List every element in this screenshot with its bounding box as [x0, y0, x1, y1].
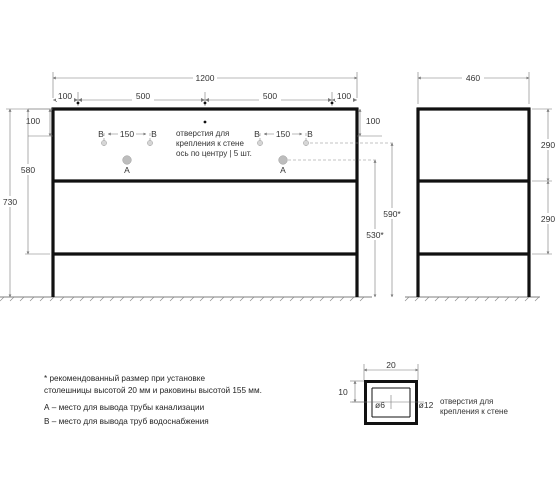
label-a-left: A: [124, 165, 130, 175]
dim-height-530-label: 530*: [366, 230, 384, 240]
side-view: [405, 72, 559, 301]
legend-b: В – место для вывода труб водоснабжения: [44, 417, 209, 426]
dim-width-total-label: 1200: [195, 73, 215, 83]
water-pipe-left-1: [101, 140, 106, 145]
dim-seg-right-mid: 500: [262, 91, 278, 101]
mount-note: [176, 129, 252, 158]
label-b-left-2: B: [151, 129, 157, 139]
dim-spacing-left-label: 150: [119, 129, 135, 139]
detail-caption-line2: крепления к стене: [440, 407, 508, 416]
dim-height-upper: [18, 109, 50, 254]
note-line2: столешницы высотой 20 мм и раковины высотой 155 мм.: [44, 386, 262, 395]
detail-hole-small: ø6: [375, 400, 385, 410]
drain-pipe-right: [279, 156, 288, 165]
dim-spacing-right-label: 150: [275, 129, 291, 139]
floor-hatch: [0, 297, 364, 301]
dim-height-590: [381, 143, 403, 297]
drain-pipe-left: [123, 156, 132, 165]
label-b-left-1: B: [98, 129, 104, 139]
dim-top-offset-right-label: 100: [365, 116, 381, 126]
dim-height-total: [1, 109, 25, 297]
notes-block: [44, 374, 262, 426]
pipes-left: [98, 129, 157, 175]
mount-note-line2: крепления к стене: [176, 139, 244, 148]
detail-offset-label: 10: [338, 387, 348, 397]
dim-upper-section-label: 290: [540, 140, 556, 150]
mount-note-line3: ось по центру | 5 шт.: [176, 149, 252, 158]
pipes-right: [254, 129, 313, 175]
mount-note-line1: отверстия для: [176, 129, 230, 138]
dim-height-530: [364, 160, 386, 297]
label-a-right: A: [280, 165, 286, 175]
water-pipe-right-1: [257, 140, 262, 145]
side-floor-hatch: [405, 297, 539, 301]
water-pipe-left-2: [147, 140, 152, 145]
dim-height-upper-label: 580: [20, 165, 36, 175]
mount-detail: [338, 360, 508, 424]
dim-top-offset-left-label: 100: [25, 116, 41, 126]
water-pipe-right-2: [303, 140, 308, 145]
dim-side-sections: [532, 109, 559, 254]
dim-height-total-label: 730: [2, 197, 18, 207]
dim-top-offset-left: [26, 109, 53, 136]
detail-width-label: 20: [386, 360, 396, 370]
dim-height-590-label: 590*: [383, 209, 401, 219]
dim-lower-section-label: 290: [540, 214, 556, 224]
label-b-right-2: B: [307, 129, 313, 139]
dim-top-offset-right: [357, 109, 382, 136]
detail-hole-large: ø12: [418, 400, 434, 410]
front-view: [0, 72, 403, 301]
dim-seg-right-edge: 100: [336, 91, 352, 101]
dim-depth: [418, 72, 529, 104]
side-frame: [417, 108, 531, 297]
legend-a: А – место для вывода трубы канализации: [44, 403, 205, 412]
note-line1: * рекомендованный размер при установке: [44, 374, 205, 383]
dim-depth-label: 460: [465, 73, 481, 83]
label-b-right-1: B: [254, 129, 260, 139]
dim-seg-left-mid: 500: [135, 91, 151, 101]
detail-caption-line1: отверстия для: [440, 397, 494, 406]
dim-seg-left-edge: 100: [57, 91, 73, 101]
